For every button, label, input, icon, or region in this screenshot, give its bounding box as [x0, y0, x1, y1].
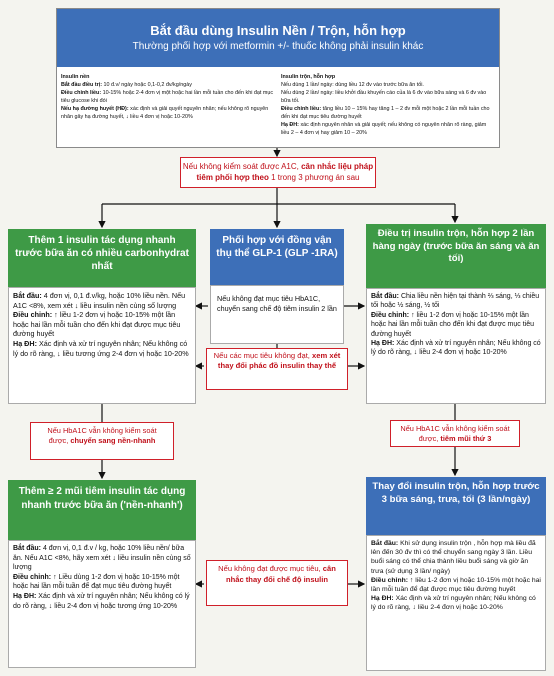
option3-header: Điều trị insulin trộn, hỗn hợp 2 lần hàng ngày (trước bữa ăn sáng và ăn tối): [366, 224, 546, 288]
decision1-bold2: tiêm phối hợp theo: [196, 173, 269, 182]
option5-header: Thay đổi insulin trộn, hỗn hợp trước 3 bữa sáng, trưa, tối (3 lần/ngày): [366, 477, 546, 535]
option4-adjust-label: Điều chỉnh:: [13, 573, 52, 581]
decision-a1c-not-controlled: [180, 157, 376, 188]
option2-header: Phối hợp với đồng vận thụ thể GLP-1 (GLP -1RA): [210, 229, 344, 285]
option3-body: [366, 288, 546, 404]
option4-header: Thêm ≥ 2 mũi tiêm insulin tác dụng nhanh trước bữa ăn ('nền-nhanh'): [8, 480, 196, 540]
premixed-hypo-label: Hạ ĐH:: [281, 122, 299, 128]
decision1-bold1: cân nhắc liệu pháp: [301, 162, 374, 171]
option3-adjust: ↑ liều 1-2 đơn vị hoặc 10-15% một lần hoặc hai lần mỗi tuần cho đến khi đạt được mục tiêu đường huyết: [371, 311, 534, 338]
option1-hypo-label: Hạ ĐH:: [13, 338, 37, 348]
option1-start-label: Bắt đầu:: [13, 291, 42, 300]
start-insulin-header: [57, 9, 499, 67]
decision-bottom-pre: Nếu không đạt được mục tiêu,: [218, 564, 323, 573]
option4-body: [8, 540, 196, 668]
option5-hypo-label: Hạ ĐH:: [371, 595, 394, 603]
decision-mid-bold: xem xét thay đổi phác đồ insulin thay thế: [217, 351, 341, 370]
option1-adjust: ↑ liều 1-2 đơn vị hoặc 10-15% một lần hoặc hai lần mỗi tuần cho đến khi đạt được mục tiêu đường huyết: [13, 310, 181, 339]
start-insulin-title: Bắt đầu dùng Insulin Nền / Trộn, hỗn hợp: [150, 23, 406, 38]
option1-hypo: Xác định và xử trí nguyên nhân; Nếu không có lý do rõ ràng, ↓ liều tương ứng 2-4 đơn vị hoặc 10-20%: [13, 338, 189, 358]
option3-start: Chia liều nền hiện tại thành ⅔ sáng, ⅓ chiều tối hoặc ½ sáng, ½ tối: [371, 293, 540, 310]
decision-bottom-bold: cân nhắc thay đổi chế độ insulin: [225, 564, 336, 584]
basal-insulin-column: [61, 73, 275, 121]
basal-heading: Insulin nền: [61, 74, 90, 80]
option1-body: [8, 287, 196, 404]
decision-switch-basal-bolus: [30, 422, 174, 460]
premixed-once-text: Nếu dùng 1 lần/ ngày: dùng liều 12 đv vào trước bữa ăn tối.: [281, 82, 424, 88]
option5-body: [366, 535, 546, 671]
decision1-post: 1 trong 3 phương án sau: [268, 173, 360, 182]
premixed-hypo-text: xác định nguyên nhân và giải quyết; nếu không có nguyên nhân rõ ràng, giảm liều 2 – 4 đơn vị hay giảm 10 – 20%: [281, 122, 487, 136]
start-insulin-box: [56, 8, 500, 148]
option3-hypo-label: Hạ ĐH:: [371, 340, 395, 348]
option5-start: Khi sử dụng insulin trộn , hỗn hợp mà liều đã lên đến 30 đv thì có thể chuyển sang ngày 3 lần. Liều buổi sáng có thể chia thành liều buổi sáng và giờ ăn trưa (sử dụng 3 lần/ ngày): [371, 540, 536, 575]
option4-start-label: Bắt đầu:: [13, 545, 41, 552]
premixed-adjust-text: tăng liều 10 – 15% hay tăng 1 – 2 đv mỗi một hoặc 2 lần mỗi tuần cho đến khi đạt mục tiêu đường huyết: [281, 106, 490, 120]
decision-left-pre: Nếu HbA1C vẫn không kiểm soát được,: [47, 426, 157, 445]
option-add-glp1ra: [210, 229, 344, 344]
premixed-adjust-label: Điều chỉnh liều:: [281, 106, 322, 112]
decision-goals-not-met: [206, 348, 348, 390]
decision1-pre: Nếu không kiểm soát được A1C,: [182, 162, 302, 171]
decision-right-bold: tiêm mũi thứ 3: [440, 434, 492, 443]
option3-start-label: Bắt đầu:: [371, 293, 399, 300]
basal-hypo-text: xác định và giải quyết nguyên nhân; nếu không rõ nguyên nhân gây hạ đường huyết, ↓ liều 4 đơn vị hoặc 10-20%: [61, 106, 269, 120]
option4-hypo: Xác định và xử trí nguyên nhân; Nếu không có lý do rõ ràng, ↓ liều 2-4 đơn vị hoặc tương ứng 10-20%: [13, 592, 190, 610]
premixed-insulin-column: [281, 73, 495, 137]
option5-hypo: Xác định và xử trí nguyên nhân; Nếu không có lý do rõ ràng, ↓ liều 2-4 đơn vị hoặc 10-20%: [371, 595, 536, 612]
option5-start-label: Bắt đầu:: [371, 540, 399, 547]
option-premixed-twice-daily: [366, 224, 546, 404]
basal-adjust-text: 10-15% hoặc 2-4 đơn vị một hoặc hai lần mỗi tuần cho đến khi đạt mục tiêu glucose khi đói: [61, 90, 274, 104]
premixed-twice-text: Nếu dùng 2 lần/ ngày: liều khởi đầu khuyến cáo của là 6 đv vào bữa sáng và 6 đv vào bữa tối.: [281, 90, 487, 104]
option-add-prandial-insulin: [8, 229, 196, 404]
option4-hypo-label: Hạ ĐH:: [13, 592, 37, 600]
option5-adjust: ↑ liều 1-2 đơn vị hoặc 10-15% một hoặc hai lần mỗi tuần để đạt được mục tiêu đường huyết: [371, 576, 541, 594]
decision-mid-pre: Nếu các mục tiêu không đạt,: [213, 351, 313, 360]
option3-hypo: Xác định và xử trí nguyên nhân; Nếu không có lý do rõ ràng, ↓ liều 2-4 đơn vị hoặc 10-20%: [371, 340, 541, 357]
basal-start-text: 10 đ.v/ ngày hoặc 0,1-0,2 đv/kg/ngày: [103, 82, 192, 88]
option1-adjust-label: Điều chỉnh:: [13, 310, 53, 320]
option-basal-bolus: [8, 480, 196, 668]
start-insulin-subtitle: Thường phối hợp với metformin +/- thuốc không phải insulin khác: [132, 41, 424, 52]
decision-right-pre: Nếu HbA1C vẫn không kiểm soát được,: [400, 424, 510, 443]
premixed-heading: Insulin trộn, hỗn hợp: [281, 74, 336, 80]
basal-start-label: Bắt đầu điều trị:: [61, 82, 103, 88]
option2-body: Nếu không đạt mục tiêu HbA1C, chuyển sang chế độ tiêm insulin 2 lần: [210, 285, 344, 344]
decision-third-injection: [390, 420, 520, 447]
option4-adjust: ↑ Liều dùng 1-2 đơn vị hoặc 10-15% một hoặc hai lần mỗi tuần để đạt mục tiêu đường huyết: [13, 573, 180, 591]
option5-adjust-label: Điều chỉnh:: [371, 576, 409, 584]
option4-start: 4 đơn vị, 0,1 đ.v / kg, hoặc 10% liều nền/ bữa ăn. Nếu A1C <8%, hãy xem xét ↓ liều insulin nền cùng số lượng: [13, 545, 191, 572]
option1-start: 4 đơn vị, 0,1 đ.v/kg, hoặc 10% liều nền. Nếu A1C <8%, xem xét ↓ liều insulin nền cùng số lượng: [13, 291, 186, 310]
basal-hypo-label: Nếu hạ đường huyết (HĐ):: [61, 106, 129, 112]
option3-adjust-label: Điều chỉnh:: [371, 311, 410, 319]
decision-consider-regimen-change: [206, 560, 348, 606]
option1-header: Thêm 1 insulin tác dụng nhanh trước bữa ăn có nhiều carbonhydrat nhất: [8, 229, 196, 287]
basal-adjust-label: Điều chỉnh liều:: [61, 90, 102, 96]
decision-left-bold: chuyển sang nền-nhanh: [70, 436, 156, 445]
option-premixed-three-times: [366, 477, 546, 671]
